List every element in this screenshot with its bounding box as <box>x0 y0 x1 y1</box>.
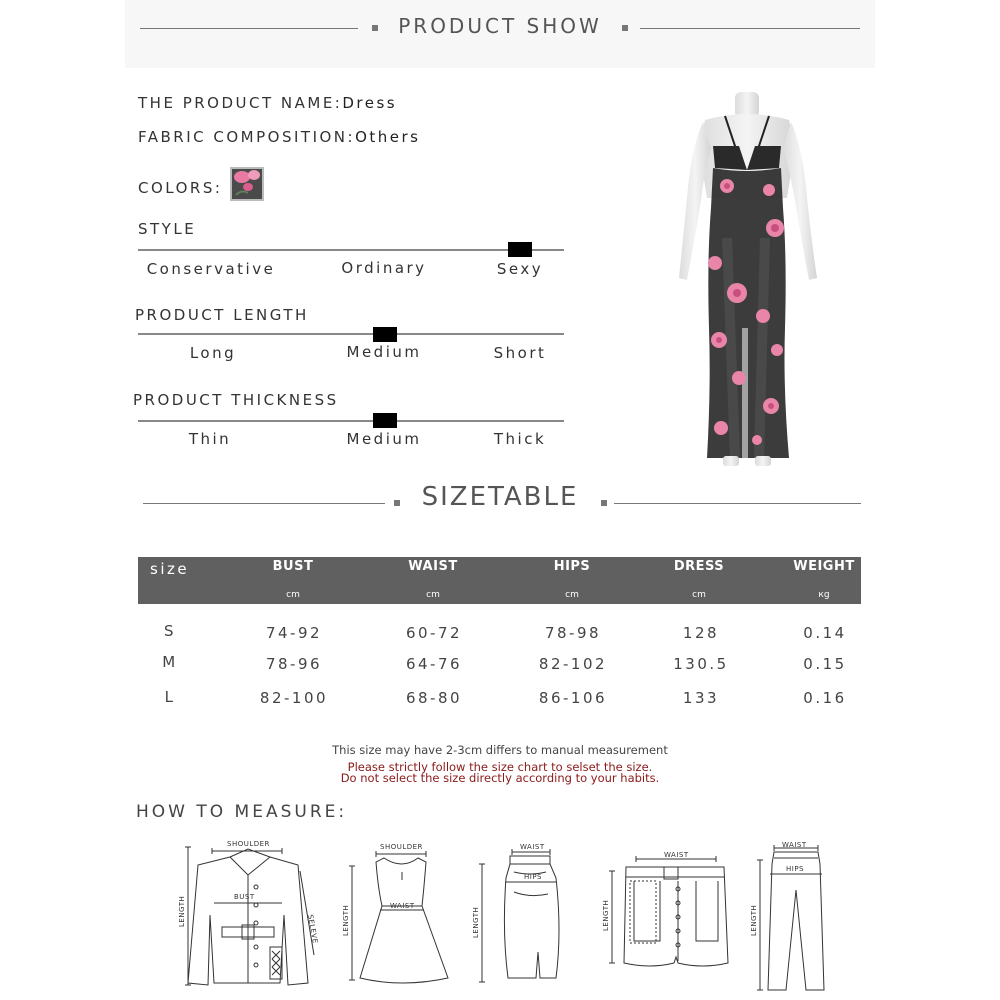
shorts-measure-diagram <box>600 845 740 975</box>
dress-measure-diagram <box>340 840 455 995</box>
dress-length-label: LENGTH <box>342 904 350 936</box>
length-scale-marker <box>373 327 397 342</box>
shorts-length-label: LENGTH <box>602 899 610 931</box>
jacket-sleeve-label: SELEVE <box>306 913 320 945</box>
pants-hips-label: HIPS <box>786 865 804 873</box>
shorts-waist-label: WAIST <box>664 851 689 859</box>
skirt-length-label: LENGTH <box>472 906 480 938</box>
cell-dress: 133 <box>682 689 720 707</box>
thickness-option-thin: Thin <box>188 430 232 448</box>
column-unit-dress: cm <box>692 590 706 600</box>
cell-weight: 0.15 <box>803 655 847 673</box>
cell-dress: 128 <box>682 624 720 642</box>
pants-length-label: LENGTH <box>750 904 758 936</box>
row-size-l: L <box>164 688 176 706</box>
product-name-value: Dress <box>342 94 398 112</box>
thickness-label: PRODUCT THICKNESS <box>133 391 339 409</box>
style-label: STYLE <box>138 220 197 238</box>
product-name-row <box>138 94 397 112</box>
column-header-weight: WEIGHT <box>793 559 855 574</box>
skirt-waist-label: WAIST <box>520 843 545 851</box>
column-header-bust: BUST <box>272 559 314 574</box>
column-unit-waist: cm <box>426 590 440 600</box>
cell-weight: 0.16 <box>803 689 847 707</box>
style-scale-track <box>138 249 564 251</box>
thickness-option-thick: Thick <box>493 430 547 448</box>
style-option-ordinary: Ordinary <box>341 259 427 277</box>
thickness-option-medium: Medium <box>346 430 422 448</box>
jacket-shoulder-label: SHOULDER <box>227 840 270 848</box>
header-divider-left <box>140 28 358 29</box>
column-header-waist: WAIST <box>408 559 458 574</box>
cell-bust: 74-92 <box>265 624 323 642</box>
cell-weight: 0.14 <box>803 624 847 642</box>
cell-hips: 86-106 <box>538 689 608 707</box>
sizetable-title: SIZETABLE <box>421 482 579 512</box>
style-option-sexy: Sexy <box>496 260 544 278</box>
product-photo <box>665 88 830 468</box>
length-label: PRODUCT LENGTH <box>135 306 309 324</box>
sizetable-bullet-right <box>601 500 607 506</box>
thickness-scale-track <box>138 420 564 422</box>
cell-waist: 64-76 <box>405 655 463 673</box>
header-bullet-right <box>622 25 628 31</box>
length-option-medium: Medium <box>346 343 422 361</box>
thickness-scale-marker <box>373 413 397 428</box>
pants-waist-label: WAIST <box>782 841 807 849</box>
pants-measure-diagram <box>748 840 838 996</box>
color-swatch-floral[interactable] <box>230 167 264 201</box>
row-size-s: S <box>163 622 177 640</box>
column-header-hips: HIPS <box>553 559 591 574</box>
product-name-label: THE PRODUCT NAME: <box>138 94 343 112</box>
cell-hips: 78-98 <box>544 624 602 642</box>
skirt-hips-label: HIPS <box>524 873 542 881</box>
measurement-note: This size may have 2-3cm differs to manual measurement <box>332 743 668 757</box>
skirt-measure-diagram <box>470 842 580 994</box>
how-to-measure-title: HOW TO MEASURE: <box>136 802 348 822</box>
column-unit-bust: cm <box>286 590 300 600</box>
cell-waist: 60-72 <box>405 624 463 642</box>
size-column-header: size <box>150 560 190 578</box>
header-bullet-left <box>372 25 378 31</box>
row-size-m: M <box>162 653 178 671</box>
style-option-conservative: Conservative <box>146 260 276 278</box>
sizetable-divider-right <box>614 503 861 504</box>
column-unit-weight: кg <box>818 590 830 600</box>
dress-waist-label: WAIST <box>390 902 415 910</box>
length-option-short: Short <box>493 344 547 362</box>
column-unit-hips: cm <box>565 590 579 600</box>
length-scale-track <box>138 333 564 335</box>
cell-bust: 82-100 <box>259 689 329 707</box>
size-warning-line-1: Please strictly follow the size chart to selset the size. <box>347 760 653 774</box>
length-option-long: Long <box>189 344 237 362</box>
column-header-dress: DRESS <box>673 559 725 574</box>
size-warning-line-2: Do not select the size directly according to your habits. <box>340 771 660 785</box>
cell-bust: 78-96 <box>265 655 323 673</box>
header-divider-right <box>640 28 860 29</box>
dress-shoulder-label: SHOULDER <box>380 843 423 851</box>
cell-hips: 82-102 <box>538 655 608 673</box>
fabric-label: FABRIC COMPOSITION: <box>138 128 356 146</box>
cell-waist: 68-80 <box>405 689 463 707</box>
page-title: PRODUCT SHOW <box>398 14 602 38</box>
fabric-row <box>138 128 420 146</box>
jacket-bust-label: BUST <box>234 893 255 901</box>
fabric-value: Others <box>355 128 421 146</box>
colors-label: COLORS: <box>138 179 223 197</box>
jacket-measure-diagram <box>170 835 330 995</box>
sizetable-divider-left <box>143 503 385 504</box>
cell-dress: 130.5 <box>673 655 729 673</box>
jacket-length-label: LENGTH <box>178 895 186 927</box>
style-scale-marker <box>508 242 532 257</box>
